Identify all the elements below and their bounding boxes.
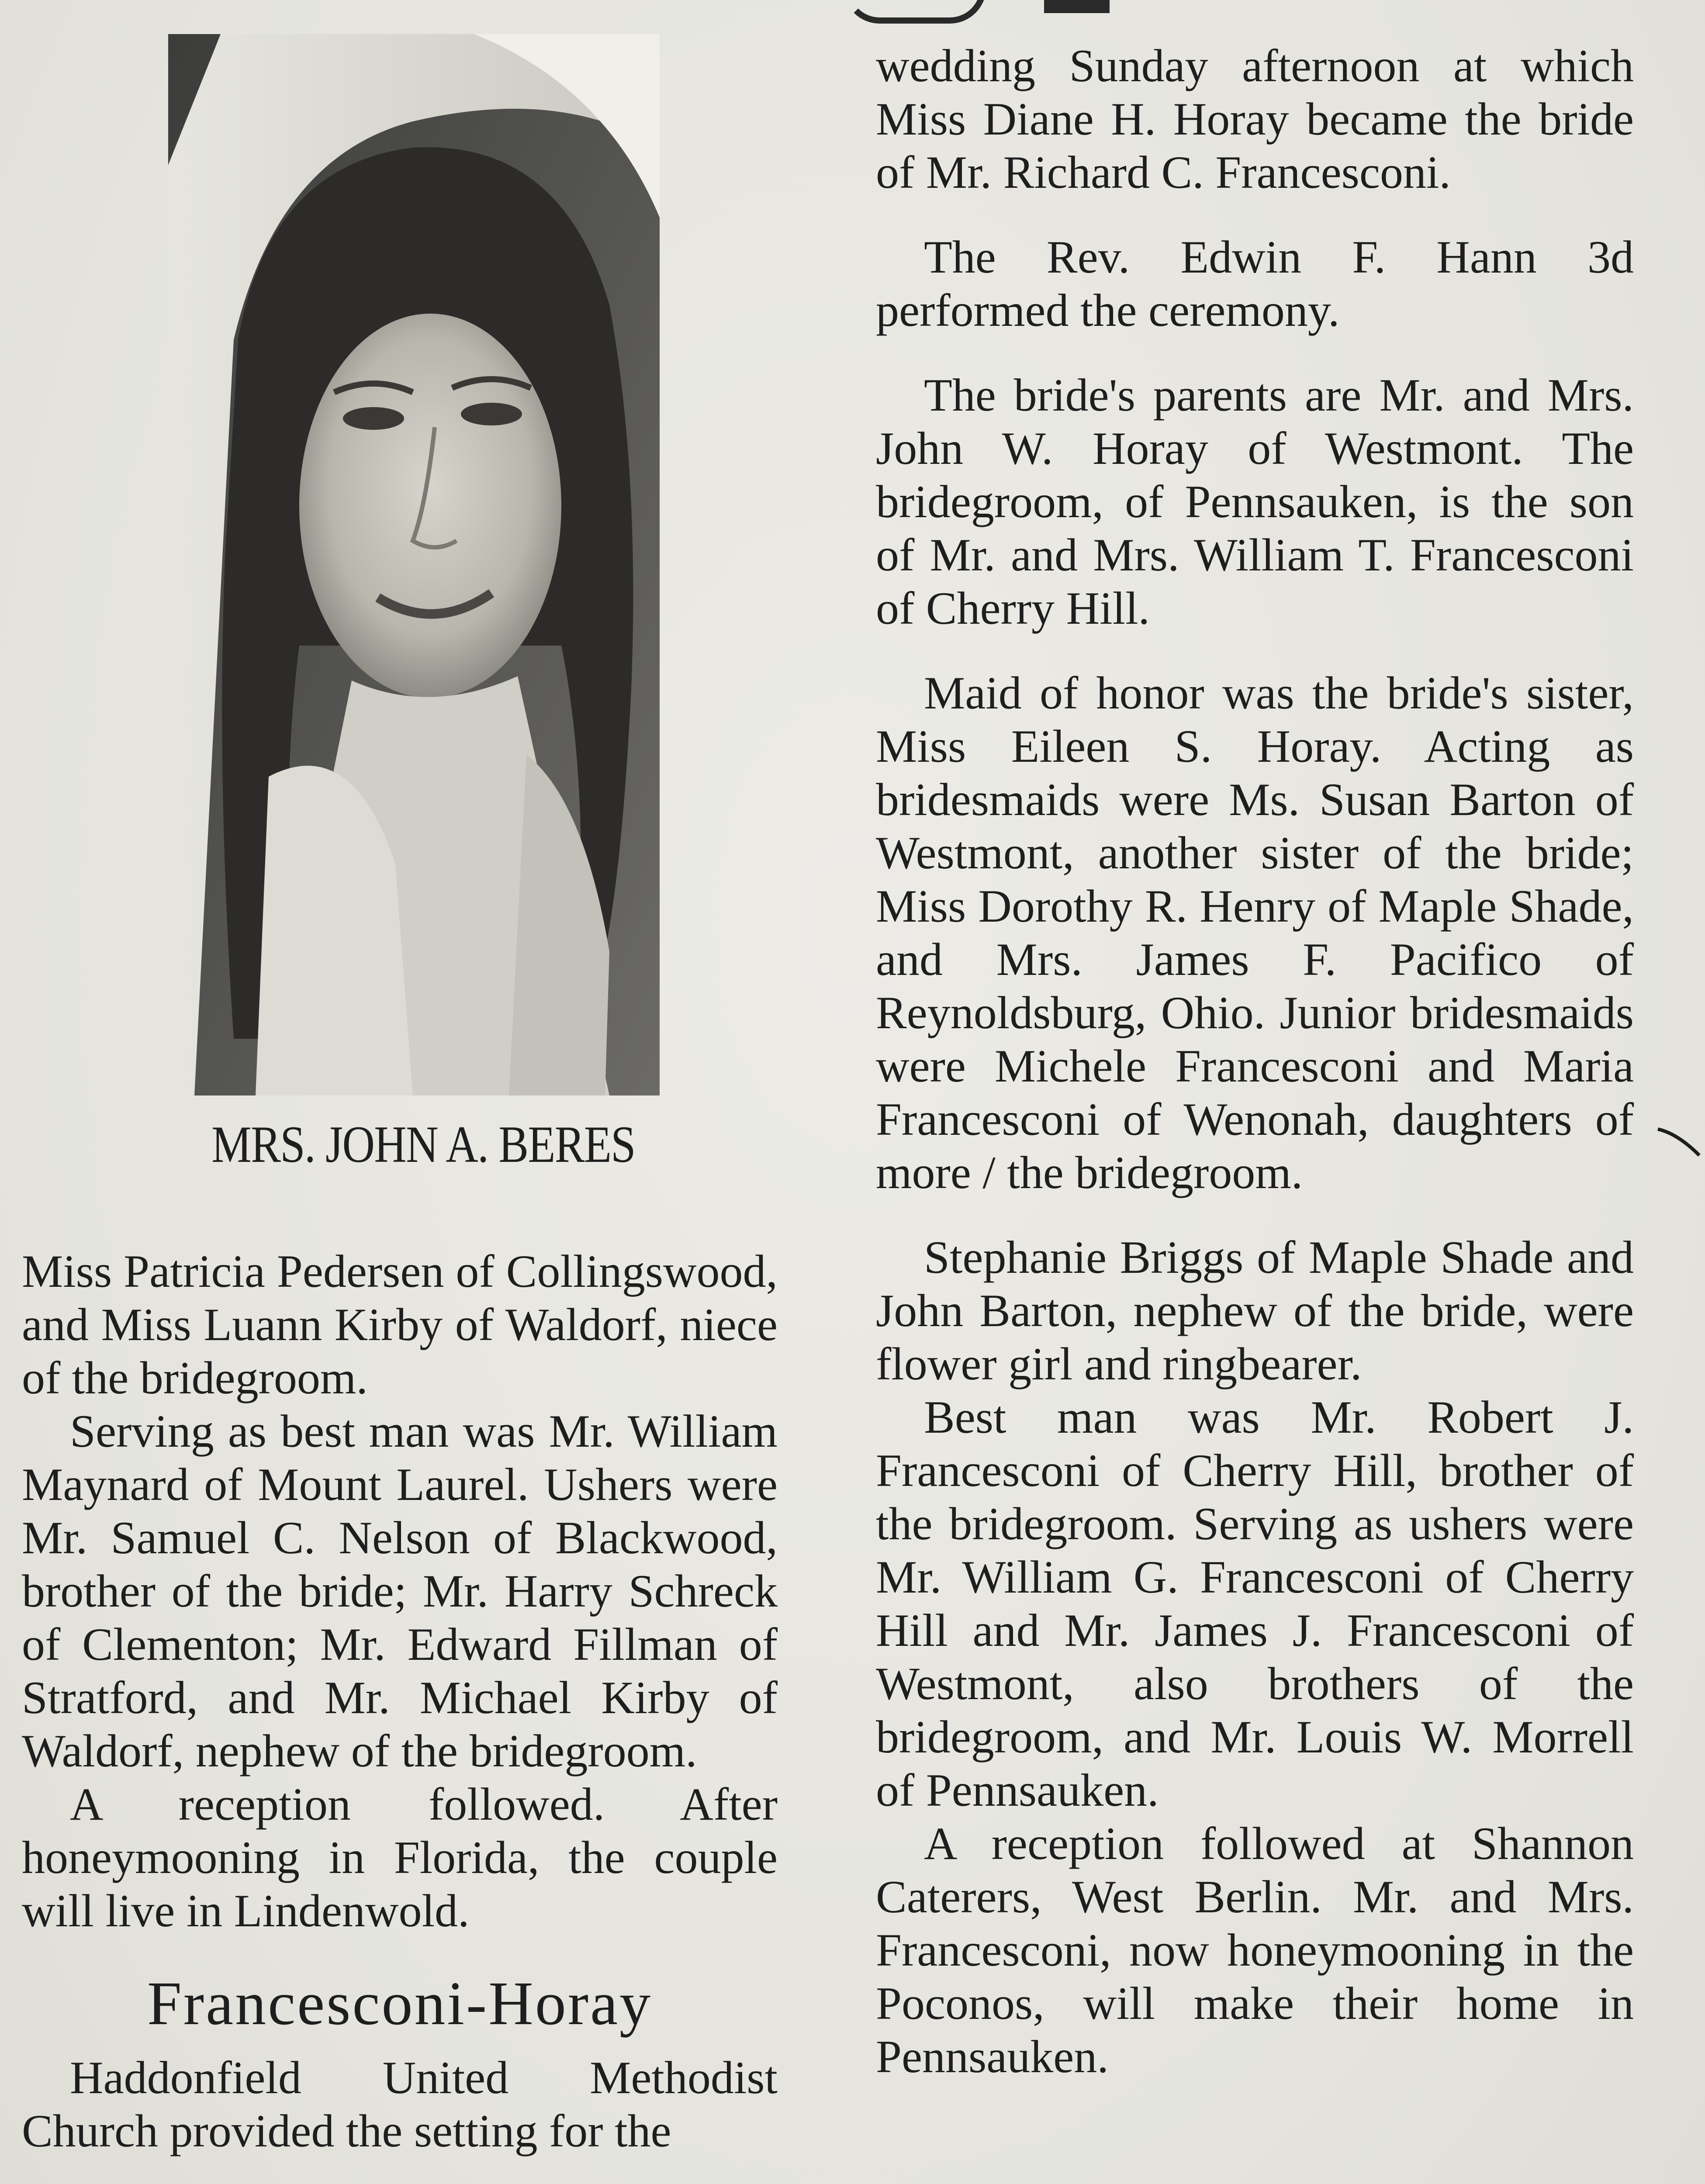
article-paragraph: Haddonfield United Methodist Church provided the setting for the bbox=[22, 2052, 778, 2156]
article-paragraph: Best man was Mr. Robert J. Francesconi of Cherry Hill, brother of the bridegroom. Serving as ushers were Mr. William G. Francesconi of Cherry Hill and Mr. James J. Francesconi of Westmont, also brothers of the bridegroom, and Mr. Louis W. Morrell of Pennsauken. bbox=[876, 1392, 1634, 1816]
article-paragraph: Serving as best man was Mr. William Maynard of Mount Laurel. Ushers were Mr. Samuel C. Nelson of Blackwood, brother of the bride; Mr. Harry Schreck of Clementon; Mr. Edward Fillman of Stratford, and Mr. Michael Kirby of Waldorf, nephew of the bridegroom. bbox=[22, 1406, 778, 1776]
article-paragraph: Stephanie Briggs of Maple Shade and John Barton, nephew of the bride, were flower girl and ringbearer. bbox=[876, 1232, 1634, 1389]
article-paragraph: A reception followed at Shannon Caterers, West Berlin. Mr. and Mrs. Francesconi, now honeymooning in the Poconos, will make their home in Pennsauken. bbox=[876, 1818, 1634, 2082]
article-paragraph: The bride's parents are Mr. and Mrs. John W. Horay of Westmont. The bridegroom, of Pennsauken, is the son of Mr. and Mrs. William T. Francesconi of Cherry Hill. bbox=[876, 370, 1634, 634]
left-column bbox=[22, 1245, 778, 2158]
pen-stroke-mark bbox=[1656, 1125, 1704, 1160]
article-paragraph: Maid of honor was the bride's sister, Miss Eileen S. Horay. Acting as bridesmaids were Ms. Susan Barton of Westmont, another sister of the bride; Miss Dorothy R. Henry of Maple Shade, and Mrs. James F. Pacifico of Reynoldsburg, Ohio. Junior bridesmaids were Michele Francesconi and Maria Francesconi of Wenonah, daughters of more / the bridegroom. bbox=[876, 667, 1634, 1198]
article-headline: Francesconi-Horay bbox=[147, 1969, 653, 2038]
article-paragraph: wedding Sunday afternoon at which Miss Diane H. Horay became the bride of Mr. Richard C. Francesconi. bbox=[876, 40, 1634, 198]
right-column bbox=[876, 39, 1634, 2084]
cropped-headline-fragment bbox=[843, 0, 986, 24]
photo-caption: MRS. JOHN A. BERES bbox=[211, 1115, 635, 1173]
portrait-photo bbox=[168, 34, 660, 1095]
article-paragraph: A reception followed. After honeymooning in Florida, the couple will live in Lindenwold. bbox=[22, 1779, 778, 1936]
article-paragraph: Miss Patricia Pedersen of Collingswood, and Miss Luann Kirby of Waldorf, niece of the bridegroom. bbox=[22, 1246, 778, 1403]
article-paragraph: The Rev. Edwin F. Hann 3d performed the ceremony. bbox=[876, 232, 1634, 336]
cropped-headline-fragment-bar bbox=[1044, 0, 1110, 13]
